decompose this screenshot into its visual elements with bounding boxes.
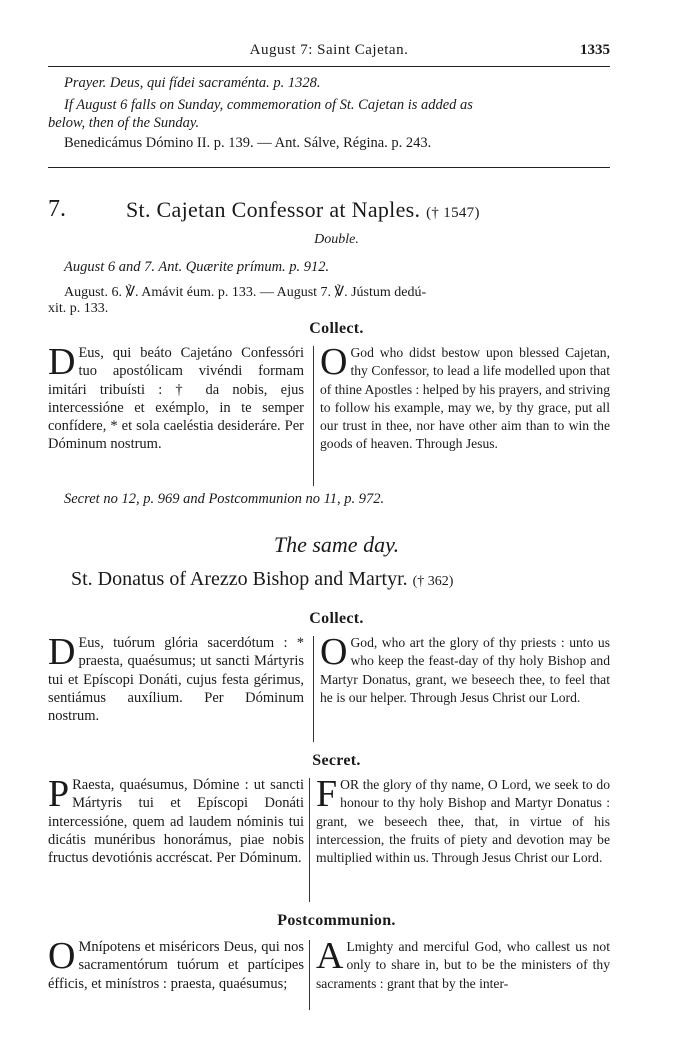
feast-year: († 1547) (426, 205, 480, 221)
benedicamus-note: Benedicámus Dómino II. p. 139. — Ant. Sálve, Régina. p. 243. (64, 135, 432, 151)
feast-title (126, 197, 480, 223)
prayer-note: Prayer. Deus, qui fídei sacraménta. p. 1328. (64, 75, 321, 91)
collect-heading: Collect. (309, 320, 364, 337)
commemoration-note-cont: below, then of the Sunday. (48, 115, 200, 131)
header-title: August 7: Saint Cajetan. (249, 42, 409, 58)
column-divider (313, 636, 314, 742)
feast2-year: († 362) (412, 574, 454, 589)
antiphon-line: August 6 and 7. Ant. Quærite prímum. p. 912. (64, 259, 330, 275)
page-number: 1335 (580, 42, 610, 58)
collect-english (320, 341, 610, 454)
secret-latin (48, 773, 304, 867)
drop-cap: A (316, 935, 344, 977)
feast-number: 7. (48, 196, 66, 222)
drop-cap: O (320, 341, 348, 383)
collect-latin (48, 341, 304, 454)
feast2-title-text: St. Donatus of Arezzo Bishop and Martyr. (71, 568, 408, 590)
column-divider (313, 346, 314, 486)
secret-heading: Secret. (312, 752, 361, 769)
commemoration-note: If August 6 falls on Sunday, commemoration of St. Cajetan is added as (64, 97, 473, 113)
collect-latin-text: Eus, qui beáto Cajetáno Confessóri tuo apostólicam vivéndi formam imitári tribuísti : † da nobis, ejus intercessióne et exémplo, in te semper confídere, * et sola caeléstia desideráre. Per Dóminum nostrum. (48, 345, 304, 453)
collect2-english (320, 631, 610, 707)
collect2-latin (48, 631, 304, 725)
feast2-title (71, 568, 453, 591)
secret-english (316, 773, 610, 867)
drop-cap: O (48, 935, 76, 977)
versicle-line-cont: xit. p. 133. (48, 301, 109, 316)
drop-cap: D (48, 341, 76, 383)
section-rule (48, 167, 610, 168)
secret-english-text: OR the glory of thy name, O Lord, we seek to do honour to thy holy Bishop and Martyr Donatus : grant, we beseech thee, that, in virtue of his intercession, the fruits of piety and devotion may be multiplied within us. Through Jesus Christ our Lord. (316, 777, 610, 866)
secret-latin-text: Raesta, quaésumus, Dómine : ut sancti Mártyris tui et Epíscopi Donáti intercessióne, quem ad laudem nóminis tui dicátis munéribus honorámus, piae nobis fructus devotiónis accréscat. Per Dóminum. (48, 777, 304, 867)
postcommunion-english-text: Lmighty and merciful God, who callest us not only to share in, but to be the ministers of thy sacraments : grant that by the inter- (316, 939, 610, 991)
drop-cap: F (316, 773, 338, 815)
drop-cap: O (320, 631, 348, 673)
versicle-line: August. 6. ℣. Amávit éum. p. 133. — August 7. ℣. Jústum dedú- (64, 285, 427, 300)
postcommunion-latin-text: Mnípotens et miséricors Deus, qui nos sacramentórum tuórum et partícipes éfficis, et minístros : praesta, quaésumus; (48, 939, 304, 992)
feast-title-block (48, 196, 610, 226)
secret-postcommunion-note: Secret no 12, p. 969 and Postcommunion no 11, p. 972. (64, 491, 385, 507)
running-header (48, 42, 610, 64)
feast-title-text: St. Cajetan Confessor at Naples. (126, 197, 421, 222)
postcommunion-heading: Postcommunion. (277, 912, 396, 929)
postcommunion-latin (48, 935, 304, 993)
collect-english-text: God who didst bestow upon blessed Cajetan, thy Confessor, to lead a life modelled upon that of thine Apostles : helped by his prayers, and striving to follow his example, may we, by thy grace, put all our trust in thee, nor have other aim than to win the goods of heaven. Through Jesus. (320, 345, 610, 452)
column-divider (309, 778, 310, 902)
collect2-english-text: God, who art the glory of thy priests : unto us who keep the feast-day of thy holy Bishop and Martyr Donatus, grant, we beseech thee, to feel that he is our helper. Through Jesus Christ our Lord. (320, 635, 610, 705)
drop-cap: D (48, 631, 76, 673)
same-day-subtitle: The same day. (273, 532, 400, 557)
drop-cap: P (48, 773, 70, 815)
collect2-heading: Collect. (309, 610, 364, 627)
feast-rank: Double. (314, 232, 359, 247)
postcommunion-english (316, 935, 610, 993)
collect2-latin-text: Eus, tuórum glória sacerdótum : * praesta, quaésumus; ut sancti Mártyris tui et Epíscopi Donáti, cujus festa gérimus, sentiámus auxílium. Per Dóminum nostrum. (48, 635, 304, 725)
column-divider (309, 940, 310, 1010)
header-rule (48, 66, 610, 67)
